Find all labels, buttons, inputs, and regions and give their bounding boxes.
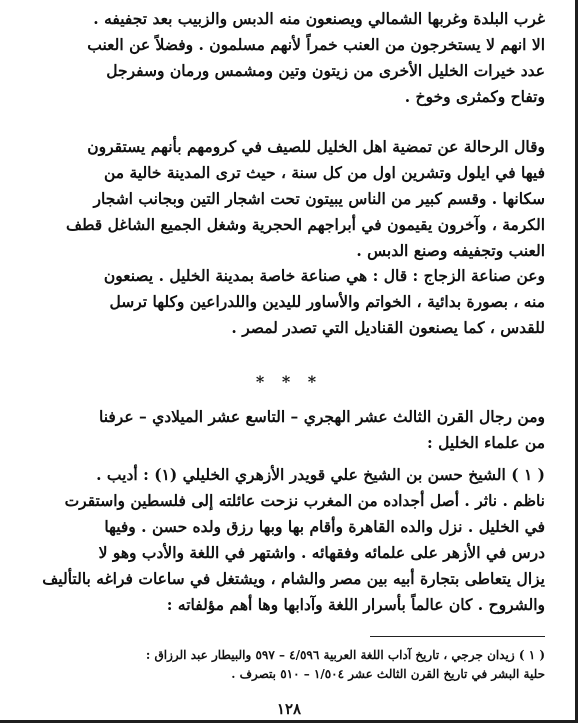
text-line: وعن صناعة الزجاج : قال : هي صناعة خاصة بمدينة الخليل . يصنعون xyxy=(103,266,545,285)
section-separator: * * * xyxy=(255,372,323,391)
text-line: من علماء الخليل : xyxy=(427,433,545,452)
footnote-divider xyxy=(370,636,545,637)
text-line: في الخليل . نزل والده القاهرة وأقام بها وبها رزق ولده حسن . وفيها xyxy=(104,517,545,536)
text-line: عدد خيرات الخليل الأخرى من زيتون وتين ومشمس ورمان وسفرجل xyxy=(106,61,545,80)
text-line: ( ١ ) الشيخ حسن بن الشيخ علي قويدر الأزهري الخليلي (١) : أديب . xyxy=(96,465,545,484)
text-line: العنب وتجفيفه وصنع الدبس . xyxy=(356,241,545,260)
footnotes xyxy=(25,646,545,684)
paragraph-glass-industry xyxy=(25,263,545,341)
text-line: ناظم . ناثر . أصل أجداده من المغرب نزحت عائلته إلى فلسطين واستقرت xyxy=(64,491,545,510)
text-line: وتفاح وكمثرى وخوخ . xyxy=(404,87,545,106)
footnote-line: حلية البشر في تاريخ القرن الثالث عشر ١/٥٠٤ – ٥١٠ بتصرف . xyxy=(231,667,545,681)
paragraph-grape-products xyxy=(25,6,545,110)
page-number: ١٢٨ xyxy=(276,700,302,718)
footnote-line: ( ١ ) زيدان جرجي ، تاريخ آداب اللغة العربية ٤/٥٩٦ – ٥٩٧ والبيطار عبد الرزاق : xyxy=(145,648,545,662)
text-line: غرب البلدة وغربها الشمالي ويصنعون منه الدبس والزبيب بعد تجفيفه . xyxy=(93,9,545,28)
paragraph-scholars-intro xyxy=(25,404,545,456)
text-line: الكرمة ، وآخرون يقيمون في أبراجهم الحجرية وشغل الجميع الشاغل قطف xyxy=(66,215,545,234)
text-line: منه ، بصورة بدائية ، الخواتم والأساور لليدين واللدراعين وكلها ترسل xyxy=(109,292,545,311)
text-line: يزال يتعاطى بتجارة أبيه بين مصر والشام ، ويشتغل في ساعات فراغه بالتأليف xyxy=(42,569,545,588)
text-line: ومن رجال القرن الثالث عشر الهجري – التاسع عشر الميلادي – عرفنا xyxy=(98,407,545,426)
text-line: سكانها . وقسم كبير من الناس يبيتون تحت اشجار التين وبجانب اشجار xyxy=(93,189,545,208)
text-line: وقال الرحالة عن تمضية اهل الخليل للصيف في كرومهم بأنهم يستقرون xyxy=(87,137,545,156)
text-line: للقدس ، كما يصنعون القناديل التي تصدر لمصر . xyxy=(231,318,545,337)
text-line: الا انهم لا يستخرجون من العنب خمراً لأنهم مسلمون . وفضلاً عن العنب xyxy=(87,35,545,54)
text-line: فيها في ايلول وتشرين اول من كل سنة ، حيث ترى المدينة خالية من xyxy=(103,163,545,182)
text-line: والشروح . كان عالماً بأسرار اللغة وآدابها وها أهم مؤلفاته : xyxy=(166,595,545,614)
paragraph-sheikh-hasan xyxy=(25,462,545,618)
paragraph-summer-vineyards xyxy=(25,134,545,264)
text-line: درس في الأزهر على علمائه وفقهائه . واشتهر في اللغة والأدب وهو لا xyxy=(98,543,545,562)
